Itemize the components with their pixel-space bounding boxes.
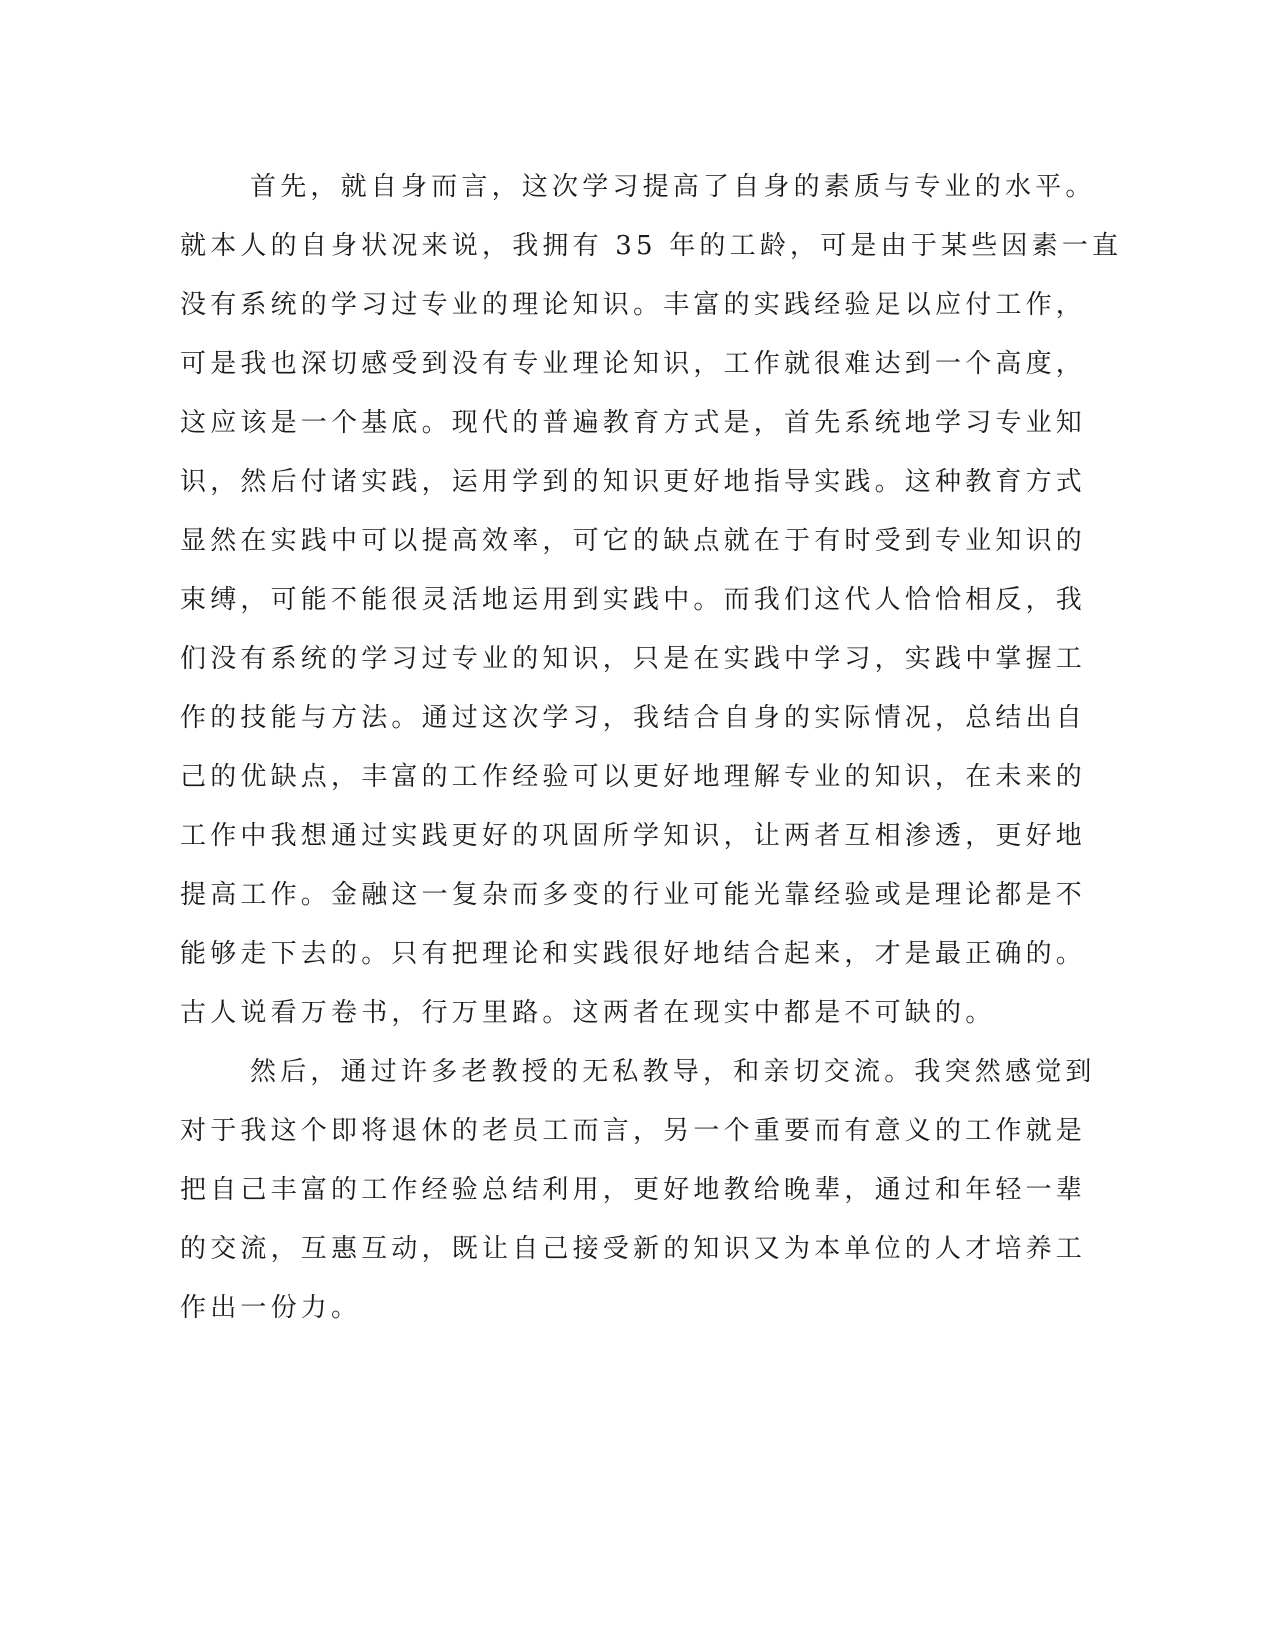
text-line: 就本人的自身状况来说，我拥有 35 年的工龄，可是由于某些因素一直 (180, 231, 1123, 261)
text-line: 束缚，可能不能很灵活地运用到实践中。而我们这代人恰恰相反，我 (180, 585, 1087, 615)
text-line: 没有系统的学习过专业的理论知识。丰富的实践经验足以应付工作， (180, 290, 1087, 320)
text-line: 这应该是一个基底。现代的普遍教育方式是，首先系统地学习专业知 (180, 408, 1087, 438)
text-line: 把自己丰富的工作经验总结利用，更好地教给晚辈，通过和年轻一辈 (180, 1175, 1087, 1205)
text-line: 古人说看万卷书，行万里路。这两者在现实中都是不可缺的。 (180, 998, 996, 1028)
document-body (180, 158, 1123, 1338)
paragraph-2 (180, 1043, 1096, 1338)
text-line: 们没有系统的学习过专业的知识，只是在实践中学习，实践中掌握工 (180, 644, 1087, 674)
text-line: 显然在实践中可以提高效率，可它的缺点就在于有时受到专业知识的 (180, 526, 1087, 556)
text-line: 可是我也深切感受到没有专业理论知识，工作就很难达到一个高度， (180, 349, 1087, 379)
text-line: 对于我这个即将退休的老员工而言，另一个重要而有意义的工作就是 (180, 1116, 1087, 1146)
text-line: 作的技能与方法。通过这次学习，我结合自身的实际情况，总结出自 (180, 703, 1087, 733)
text-line: 作出一份力。 (180, 1293, 362, 1323)
text-line: 首先，就自身而言，这次学习提高了自身的素质与专业的水平。 (250, 172, 1096, 202)
text-line: 能够走下去的。只有把理论和实践很好地结合起来，才是最正确的。 (180, 939, 1087, 969)
paragraph-1 (180, 158, 1123, 1043)
text-line: 己的优缺点，丰富的工作经验可以更好地理解专业的知识，在未来的 (180, 762, 1087, 792)
text-line: 识，然后付诸实践，运用学到的知识更好地指导实践。这种教育方式 (180, 467, 1087, 497)
text-line: 的交流，互惠互动，既让自己接受新的知识又为本单位的人才培养工 (180, 1234, 1087, 1264)
text-line: 工作中我想通过实践更好的巩固所学知识，让两者互相渗透，更好地 (180, 821, 1087, 851)
text-line: 提高工作。金融这一复杂而多变的行业可能光靠经验或是理论都是不 (180, 880, 1087, 910)
text-line: 然后，通过许多老教授的无私教导，和亲切交流。我突然感觉到 (250, 1057, 1096, 1087)
